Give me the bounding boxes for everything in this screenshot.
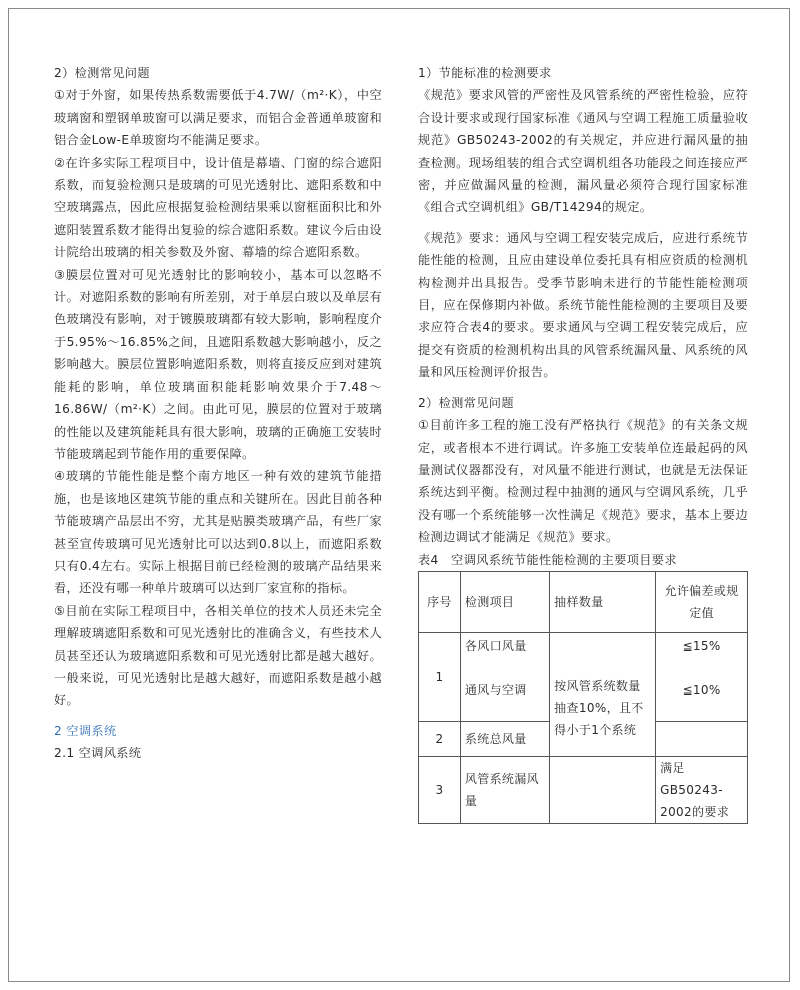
header-item: 检测项目 <box>460 571 549 632</box>
right-paragraph-1: 《规范》要求风管的严密性及风管系统的严密性检验，应符合设计要求或现行国家标准《通风与空调工程施工质量验收规范》GB50243-2002的有关规定，并应进行漏风量的抽查检测。现场组装的组合式空调机组各功能段之间连接应严密，并应做漏风量的检测，漏风量必须符合现行国家标准《组合式空调机组》GB/T14294的规定。 <box>418 88 748 215</box>
row1-no: 1 <box>419 632 461 721</box>
right-heading-2: 2）检测常见问题 <box>418 395 514 410</box>
requirements-table <box>418 571 748 824</box>
row3-no: 3 <box>419 756 461 823</box>
table-row <box>419 632 748 721</box>
row1-item <box>460 632 549 721</box>
table-caption: 表4 空调风系统节能性能检测的主要项目要求 <box>418 552 677 567</box>
section-title: 2 空调系统 <box>54 723 117 738</box>
sampling-line-2: 得小于1个系统 <box>554 723 637 738</box>
right-paragraph-3: ①目前许多工程的施工没有严格执行《规范》的有关条文规定，或者根本不进行调试。许多施工安装单位连最起码的风量测试仪器都没有，对风量不能进行测试，也就是无法保证系统达到平衡。检测过程中抽测的通风与空调风系统，几乎没有哪一个系统能够一次性满足《规范》要求，基本上要边检测边调试才能满足《规范》要求。 <box>418 418 748 545</box>
right-paragraph-2: 《规范》要求：通风与空调工程安装完成后，应进行系统节能性能的检测，且应由建设单位委托具有相应资质的检测机构检测并出具报告。受季节影响未进行的节能性能检测项目，应在保修期内补做。系统节能性能检测的主要项目及要求应符合表4的要求。要求通风与空调工程安装完成后，应提交有资质的检测机构出具的风管系统漏风量、风系统的风量和风压检测评价报告。 <box>418 230 748 380</box>
row1-allow-top: ≦15% <box>682 638 721 653</box>
sampling-line-1: 按风管系统数量抽查10%，且不 <box>554 679 644 716</box>
row3-sampling <box>550 756 656 823</box>
header-sampling: 抽样数量 <box>550 571 656 632</box>
row2-allowance <box>656 721 748 756</box>
left-paragraph-4: ④玻璃的节能性能是整个南方地区一种有效的建筑节能措施，也是该地区建筑节能的重点和关键所在。因此目前各种节能玻璃产品层出不穷，尤其是贴膜类玻璃产品，有些厂家甚至宣传玻璃可见光透射比可以达到0.8以上，而遮阳系数只有0.4左右。实际上根据目前已经检测的玻璃产品结果来看，还没有哪一种单片玻璃可以达到厂家宣称的指标。 <box>54 469 382 596</box>
header-no: 序号 <box>419 571 461 632</box>
right-heading-1: 1）节能标准的检测要求 <box>418 66 552 80</box>
left-paragraph-1: ①对于外窗，如果传热系数需要低于4.7W/（m²·K），中空玻璃窗和塑钢单玻窗可以满足要求，而铝合金普通单玻窗和铝合金Low-E单玻窗均不能满足要求。 <box>54 88 382 148</box>
left-heading: 2）检测常见问题 <box>54 66 150 80</box>
right-column <box>418 62 748 824</box>
header-allowance: 允许偏差或规定值 <box>656 571 748 632</box>
row3-item: 风管系统漏风量 <box>460 756 549 823</box>
table-header-row <box>419 571 748 632</box>
row2-no: 2 <box>419 721 461 756</box>
left-column <box>54 62 382 765</box>
table-row <box>419 756 748 823</box>
left-paragraph-5: ⑤目前在实际工程项目中，各相关单位的技术人员还未完全理解玻璃遮阳系数和可见光透射比的准确含义，有些技术人员甚至还认为玻璃遮阳系数和可见光透射比都是越大越好。一般来说，可见光透射比是越大越好，而遮阳系数是越小越好。 <box>54 603 382 708</box>
sampling-cell <box>550 632 656 756</box>
left-paragraph-2: ②在许多实际工程项目中，设计值是幕墙、门窗的综合遮阳系数，而复验检测只是玻璃的可见光透射比、遮阳系数和中空玻璃露点，因此应根据复验检测结果乘以窗框面积比和外遮阳装置系数才能得出复验的综合遮阳系数。建议今后由设计院给出玻璃的相关参数及外窗、幕墙的综合遮阳系数。 <box>54 155 382 260</box>
row1-allow-bottom: ≦10% <box>682 682 721 697</box>
row1-item-top: 各风口风量 <box>464 638 527 653</box>
row2-item: 系统总风量 <box>460 721 549 756</box>
row1-item-bottom: 通风与空调 <box>464 682 527 697</box>
left-paragraph-3: ③膜层位置对可见光透射比的影响较小，基本可以忽略不计。对遮阳系数的影响有所差别，对于单层白玻以及单层有色玻璃没有影响，对于镀膜玻璃都有较大影响，影响程度介于5.95%～16.85%之间，且遮阳系数越大影响越小，反之影响越大。膜层位置影响遮阳系数，则将直接反应到对建筑能耗的影响，单位玻璃面积能耗影响效果介于7.48～16.86W/（m²·K）之间。由此可见，膜层的位置对于玻璃的性能以及建筑能耗具有很大影响，玻璃的正确施工安装时节能玻璃起到节能作用的重要保障。 <box>54 267 382 461</box>
subsection-title: 2.1 空调风系统 <box>54 746 142 761</box>
row3-allowance: 满足GB50243-2002的要求 <box>656 756 748 823</box>
row1-allowance <box>656 632 748 721</box>
